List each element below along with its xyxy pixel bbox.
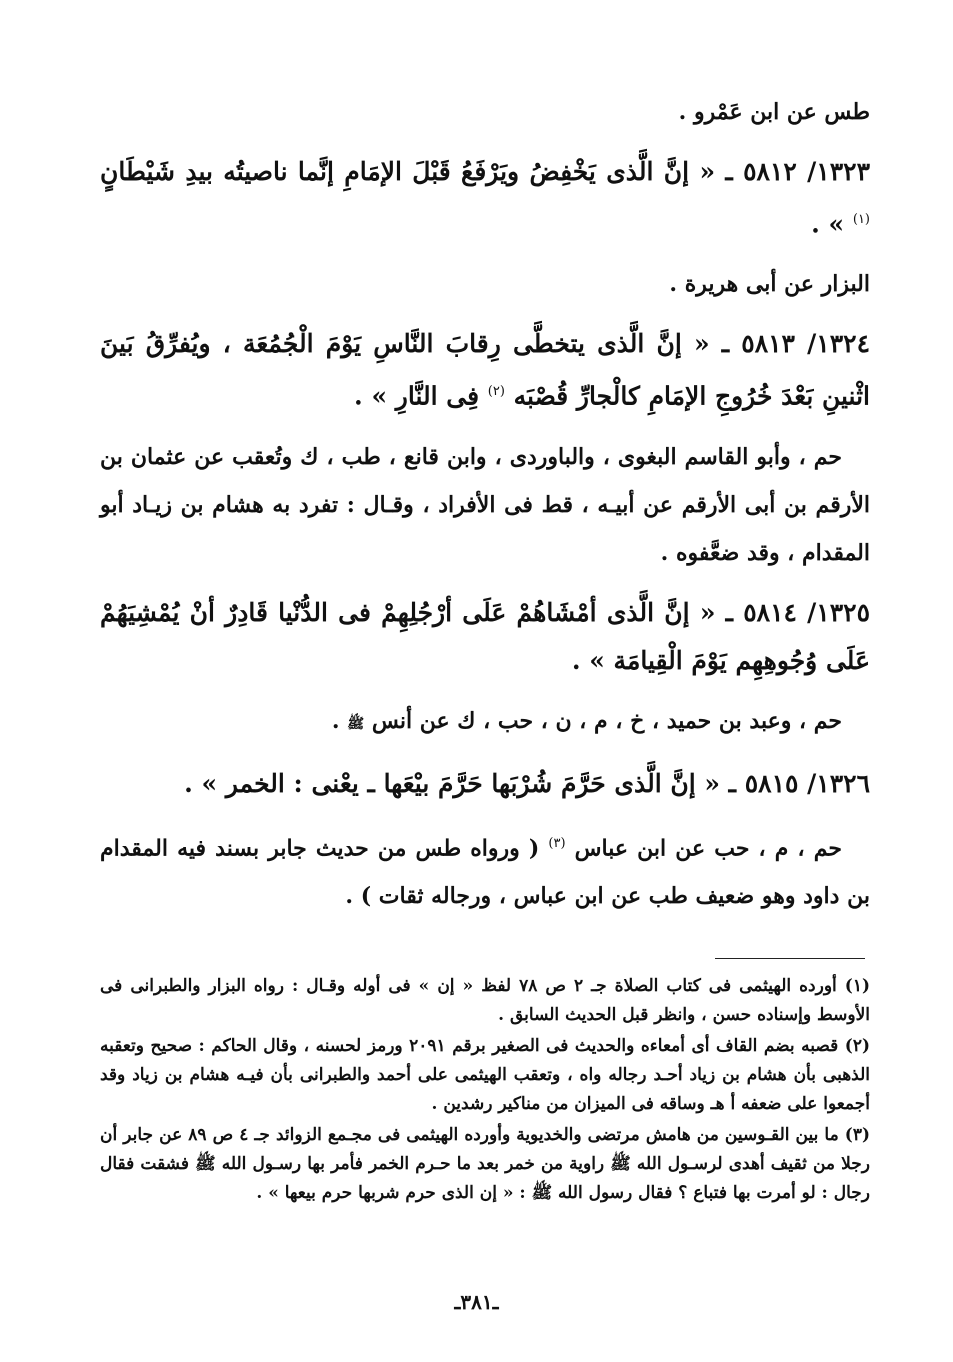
footnote-ref-1[interactable]: (١)	[852, 212, 870, 227]
footnote-ref-3[interactable]: (٣)	[548, 835, 566, 851]
hadith-1323: ١٣٢٣/ ٥٨١٢ ـ « إنَّ الَّذى يَخْفِضُ ويَرْفَعُ قَبْلَ الإمَامِ إنَّما ناصيتُه بيدِ شَيْطَانٍ $^{(١)}$ » .	[100, 157, 870, 239]
footnotes-section	[100, 972, 870, 1210]
footnote-divider	[715, 958, 865, 959]
hadith-1326: ١٣٢٦/ ٥٨١٥ ـ « إنَّ الَّذى حَرَّمَ شُرْبَها حَرَّمَ بيْعَها ـ يعْنى : الخمر » .	[184, 768, 870, 798]
hadith-1324: ١٣٢٤/ ٥٨١٣ ـ « إنَّ الَّذى يتخطَّى رِقابَ النَّاسِ يَوْمَ الْجُمُعَة ، ويُفرِّقُ بَينَ اثْنينِ بَعْدَ خُرُوجِ الإمَامِ كالْجارِّ قُصْبَه $^{(٢)}$ فِى النَّارِ » .	[100, 329, 870, 411]
source-line-1: طس عن ابن عَمْرو .	[678, 99, 870, 125]
radiallahu-anhu-seal: ﷺ	[347, 715, 365, 732]
footnote-3: (٣) ما بين القـوسين من هامش مرتضى والخديوية وأورده الهيثمى فى مجـمع الزوائد جـ ٤ ص ٨٩ عن جابر أن رجلا من ثقيف أهدى لرسـول الله ﷺ راوية من خمر بعد ما حـرم الخمر فأمر بها رسـول الله ﷺ فشقت فقال رجال : لو أمرت بها فتباع ؟ فقال رسول الله ﷺ : « إن الذى حرم شربها حرم بيعها » .	[100, 1125, 870, 1203]
hadith-1325: ١٣٢٥/ ٥٨١٤ ـ « إنَّ الَّذى أمْشَاهُمْ عَلَى أرْجُلِهِمْ فى الدُّنْيا قَادِرٌ أنْ يُمْشِيَهُمْ عَلَى وُجُوهِهِم يَوْمَ الْقِيامَة » .	[100, 597, 871, 675]
source-paragraph-3: حم ، وأبو القاسم البغوى ، والباوردى ، وابن قانع ، طب ، ك وتُعقب عن عثمان بن الأرقم بن أبى الأرقم عن أبيـه ، قط فى الأفراد ، وقـال : تفرد به هشام بن زيـاد أبو المقدام ، وقد ضعَّفوه .	[100, 443, 870, 566]
source-line-2: البزار عن أبى هريرة .	[669, 271, 870, 298]
page-number: ـ٣٨١ـ	[454, 1290, 499, 1314]
page-body	[100, 88, 870, 932]
footnote-ref-2[interactable]: (٢)	[487, 384, 505, 400]
source-line-4: حم ، وعبد بن حميد ، خ ، م ، ن ، حب ، ك عن أنس ﷺ .	[331, 707, 842, 734]
source-paragraph-5: حم ، م ، حب عن ابن عباس $^{(٣)}$ ( ورواه طس من حديث جابر بسند فيه المقدام بن داود وهو ضعيف طب عن ابن عباس ، ورجاله ثقات ) .	[100, 834, 870, 909]
footnote-2: (٢) قصبه بضم القاف أى أمعاءه والحديث فى الصغير برقم ٢٠٩١ ورمز لحسنه ، وقال الحاكم : صحيح وتعقبه الذهبى بأن هشام بن زياد أحـد رجاله واه ، وتعقب الهيثمى على أحمد والطبرانى بأن فيـه هشام بن زياد وقد أجمعوا على ضعفه أ هـ وساقه فى الميزان من مناكير رشدين .	[100, 1036, 871, 1114]
footnote-1: (١) أورده الهيثمى فى كتاب الصلاة جـ ٢ ص ٧٨ لفظ « إن » فى أوله وقـال : رواه البزار والطبرانى فى الأوسط وإسناده حسن ، وانظر قبل الحديث السابق .	[100, 976, 871, 1025]
